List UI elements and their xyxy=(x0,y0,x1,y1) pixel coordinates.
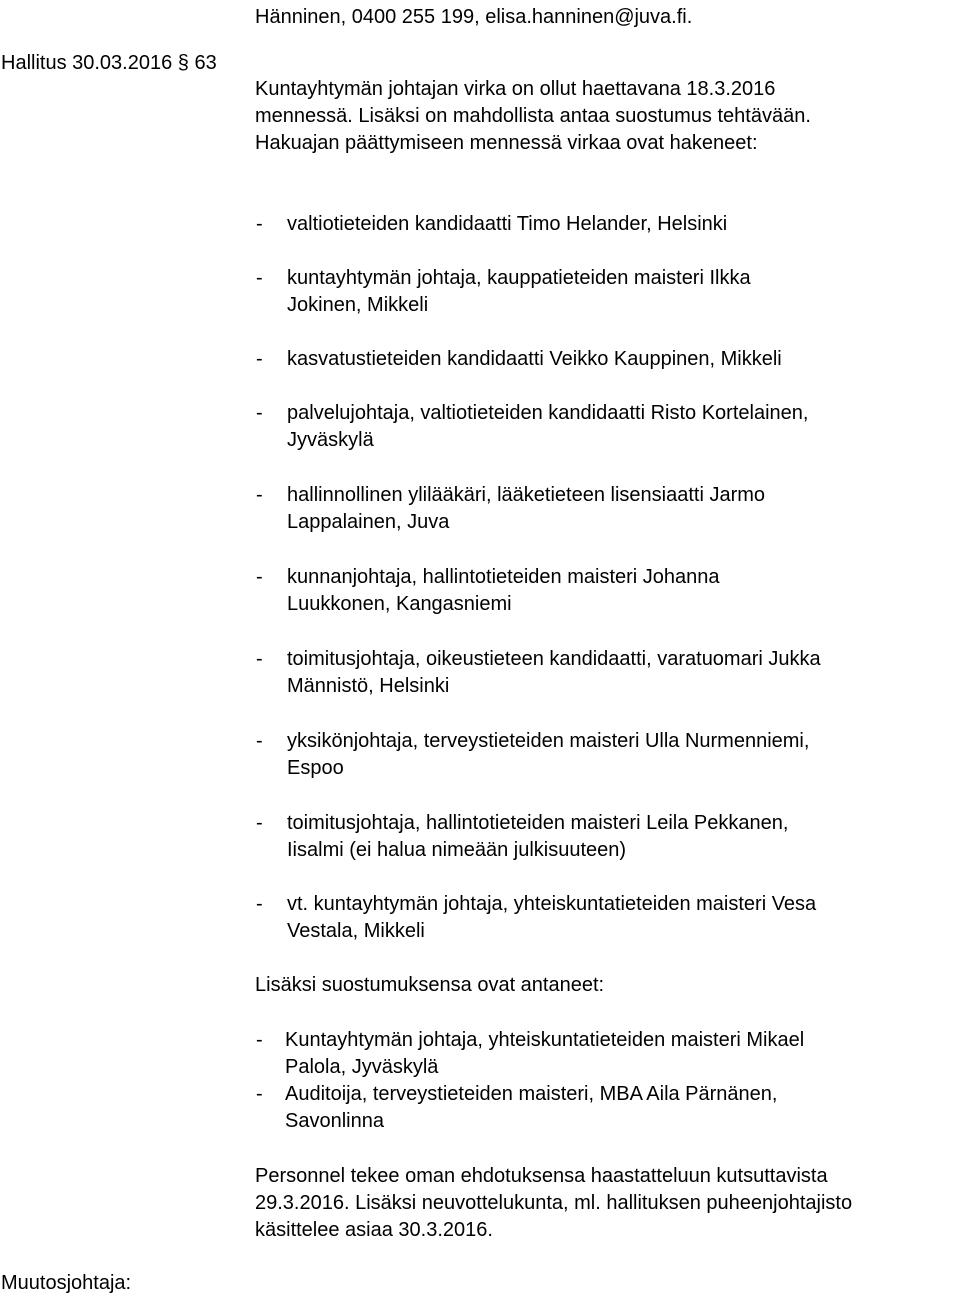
list-item-line-1: valtiotieteiden kandidaatti Timo Helander, Helsinki xyxy=(287,213,728,235)
list-dash: - xyxy=(256,648,263,670)
list-dash: - xyxy=(256,730,263,752)
consent-heading: Lisäksi suostumuksensa ovat antaneet: xyxy=(255,974,605,996)
meeting-section-title: Hallitus 30.03.2016 § 63 xyxy=(1,52,217,74)
list-item-line-1: Kuntayhtymän johtaja, yhteiskuntatieteiden maisteri Mikael xyxy=(285,1029,805,1051)
list-item-line-1: Auditoija, terveystieteiden maisteri, MBA Aila Pärnänen, xyxy=(285,1083,778,1105)
list-item-line-1: yksikönjohtaja, terveystieteiden maisteri Ulla Nurmenniemi, xyxy=(287,730,810,752)
role-label: Muutosjohtaja: xyxy=(1,1272,132,1294)
list-dash: - xyxy=(256,484,263,506)
list-item-line-2: Iisalmi (ei halua nimeään julkisuuteen) xyxy=(287,839,627,861)
list-dash: - xyxy=(256,267,263,289)
intro-text-line-2: mennessä. Lisäksi on mahdollista antaa suostumus tehtävään. xyxy=(255,105,811,127)
list-item-line-2: Vestala, Mikkeli xyxy=(287,920,425,942)
list-item-line-2: Savonlinna xyxy=(285,1110,384,1132)
list-dash: - xyxy=(256,348,263,370)
list-dash: - xyxy=(256,213,263,235)
list-item-line-2: Männistö, Helsinki xyxy=(287,675,450,697)
list-item-line-1: kunnanjohtaja, hallintotieteiden maisteri Johanna xyxy=(287,566,720,588)
list-dash: - xyxy=(256,893,263,915)
closing-text-line-1: Personnel tekee oman ehdotuksensa haastatteluun kutsuttavista xyxy=(255,1165,828,1187)
list-item-line-1: toimitusjohtaja, hallintotieteiden maisteri Leila Pekkanen, xyxy=(287,812,789,834)
list-dash: - xyxy=(256,812,263,834)
list-item-line-1: palvelujohtaja, valtiotieteiden kandidaatti Risto Kortelainen, xyxy=(287,402,809,424)
list-item-line-2: Luukkonen, Kangasniemi xyxy=(287,593,512,615)
list-item-line-1: vt. kuntayhtymän johtaja, yhteiskuntatieteiden maisteri Vesa xyxy=(287,893,817,915)
list-item-line-2: Palola, Jyväskylä xyxy=(285,1056,439,1078)
list-item-line-2: Jyväskylä xyxy=(287,429,374,451)
list-item-line-1: kuntayhtymän johtaja, kauppatieteiden maisteri Ilkka xyxy=(287,267,751,289)
list-dash: - xyxy=(256,1029,263,1051)
closing-text-line-2: 29.3.2016. Lisäksi neuvottelukunta, ml. hallituksen puheenjohtajisto xyxy=(255,1192,853,1214)
list-item-line-1: hallinnollinen ylilääkäri, lääketieteen lisensiaatti Jarmo xyxy=(287,484,766,506)
list-dash: - xyxy=(256,402,263,424)
list-dash: - xyxy=(256,566,263,588)
intro-text-line-1: Kuntayhtymän johtajan virka on ollut haettavana 18.3.2016 xyxy=(255,78,776,100)
list-dash: - xyxy=(256,1083,263,1105)
list-item-line-1: kasvatustieteiden kandidaatti Veikko Kauppinen, Mikkeli xyxy=(287,348,782,370)
list-item-line-2: Jokinen, Mikkeli xyxy=(287,294,429,316)
closing-text-line-3: käsittelee asiaa 30.3.2016. xyxy=(255,1219,493,1241)
intro-text-line-3: Hakuajan päättymiseen mennessä virkaa ovat hakeneet: xyxy=(255,132,758,154)
list-item-line-2: Espoo xyxy=(287,757,344,779)
list-item-line-1: toimitusjohtaja, oikeustieteen kandidaatti, varatuomari Jukka xyxy=(287,648,821,670)
list-item-line-2: Lappalainen, Juva xyxy=(287,511,450,533)
contact-line: Hänninen, 0400 255 199, elisa.hanninen@juva.fi. xyxy=(255,6,693,28)
